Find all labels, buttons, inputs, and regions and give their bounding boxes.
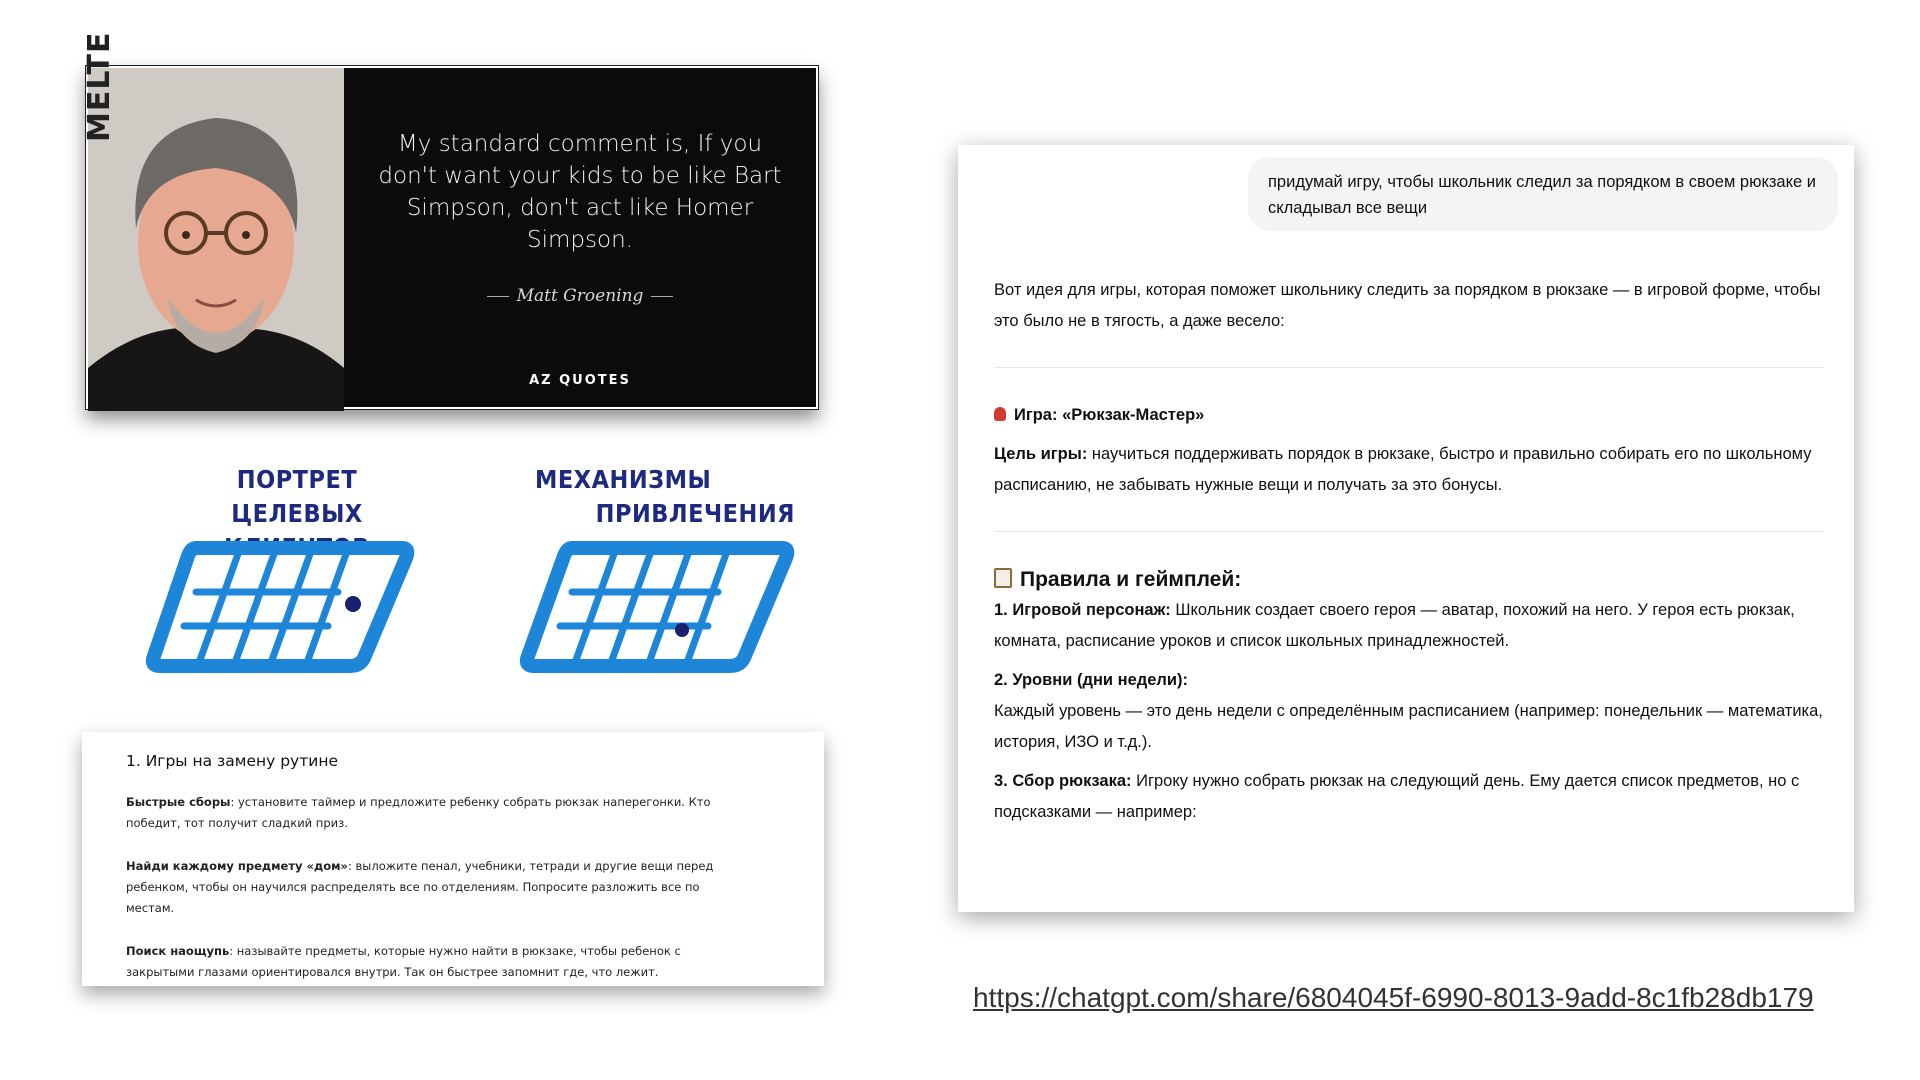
rule-label: 2. Уровни (дни недели): <box>994 671 1189 689</box>
rule-item <box>994 665 1824 758</box>
quote-author-name: Matt Groening <box>516 286 644 306</box>
game-title <box>994 400 1824 431</box>
article-item-text: : выложите пенал, учебники, тетради и другие вещи перед ребенком, чтобы он научился распределять все по отделениям. Попросите разложить все по местам. <box>126 859 714 915</box>
rule-text: Игроку нужно собрать рюкзак на следующий день. Ему дается список предметов, но с подсказками — например: <box>994 772 1800 821</box>
article-item-text: : называйте предметы, которые нужно найти в рюкзаке, чтобы ребенок с закрытыми глазами ориентировался внутри. Так он быстрее запомнит где, что лежит. <box>126 944 681 979</box>
article-item <box>126 792 746 834</box>
quote-author <box>344 286 816 306</box>
article-item-title: Найди каждому предмету «дом» <box>126 859 348 873</box>
game-goal <box>994 439 1824 501</box>
quote-card <box>82 31 818 409</box>
rule-text: Каждый уровень — это день недели с определённым расписанием (например: понедельник — математика, история, ИЗО и т.д.). <box>994 702 1823 751</box>
quote-brand-logo: AZ QUOTES <box>529 373 631 388</box>
sketch-title-line: МЕХАНИЗМЫ <box>535 465 712 494</box>
rule-label: 3. Сбор рюкзака: <box>994 772 1132 790</box>
clipboard-icon <box>994 568 1012 588</box>
rules-title-text: Правила и геймплей: <box>1020 568 1242 591</box>
rule-item <box>994 766 1824 828</box>
article-heading: 1. Игры на замену рутине <box>126 752 339 770</box>
dash-left <box>487 296 509 297</box>
article-item-title: Поиск наощупь <box>126 944 230 958</box>
rules-title <box>994 564 1824 595</box>
divider <box>994 531 1824 532</box>
article-item-text: : установите таймер и предложите ребенку собрать рюкзак наперегонки. Кто победит, тот получит сладкий приз. <box>126 795 711 830</box>
rule-label: 1. Игровой персонаж: <box>994 601 1171 619</box>
backpack-icon <box>994 407 1006 421</box>
sketch-title-line: ПОРТРЕТ ЦЕЛЕВЫХ <box>231 465 363 528</box>
game-goal-label: Цель игры: <box>994 445 1088 463</box>
share-link[interactable]: https://chatgpt.com/share/6804045f-6990-8013-9add-8c1fb28db179 <box>973 982 1814 1013</box>
dash-right <box>651 296 673 297</box>
portrait-photo <box>82 31 344 407</box>
sketch-title-engagement-mechanisms <box>535 463 795 531</box>
canvas-grid-sketch <box>522 540 792 670</box>
game-title-text: Игра: «Рюкзак-Мастер» <box>1014 406 1205 424</box>
assistant-message <box>994 275 1824 828</box>
chat-screenshot <box>958 145 1854 912</box>
rule-text: Школьник создает своего героя — аватар, похожий на него. У героя есть рюкзак, комната, расписание уроков и список школьных принадлежностей. <box>994 601 1795 650</box>
article-item <box>126 941 746 983</box>
article-item <box>126 856 746 919</box>
rule-item <box>994 595 1824 657</box>
quote-panel <box>344 68 816 407</box>
user-message-bubble: придумай игру, чтобы школьник следил за порядком в своем рюкзаке и складывал все вещи <box>1248 157 1838 231</box>
quote-text: My standard comment is, If you don't want your kids to be like Bart Simpson, don't act like Homer Simpson. <box>378 131 782 253</box>
divider <box>994 367 1824 368</box>
article-card <box>82 732 824 986</box>
sketch-title-line: ПРИВЛЕЧЕНИЯ <box>595 499 795 528</box>
article-item-title: Быстрые сборы <box>126 795 231 809</box>
game-goal-text: научиться поддерживать порядок в рюкзаке, быстро и правильно собирать его по школьному расписанию, не забывать нужные вещи и получать за это бонусы. <box>994 445 1812 494</box>
assistant-intro: Вот идея для игры, которая поможет школьнику следить за порядком в рюкзаке — в игровой форме, чтобы это было не в тягость, а даже весело: <box>994 281 1821 330</box>
canvas-grid-sketch <box>148 540 410 670</box>
portrait-background-text: MELTE <box>82 31 117 142</box>
portrait-illustration <box>88 68 344 411</box>
